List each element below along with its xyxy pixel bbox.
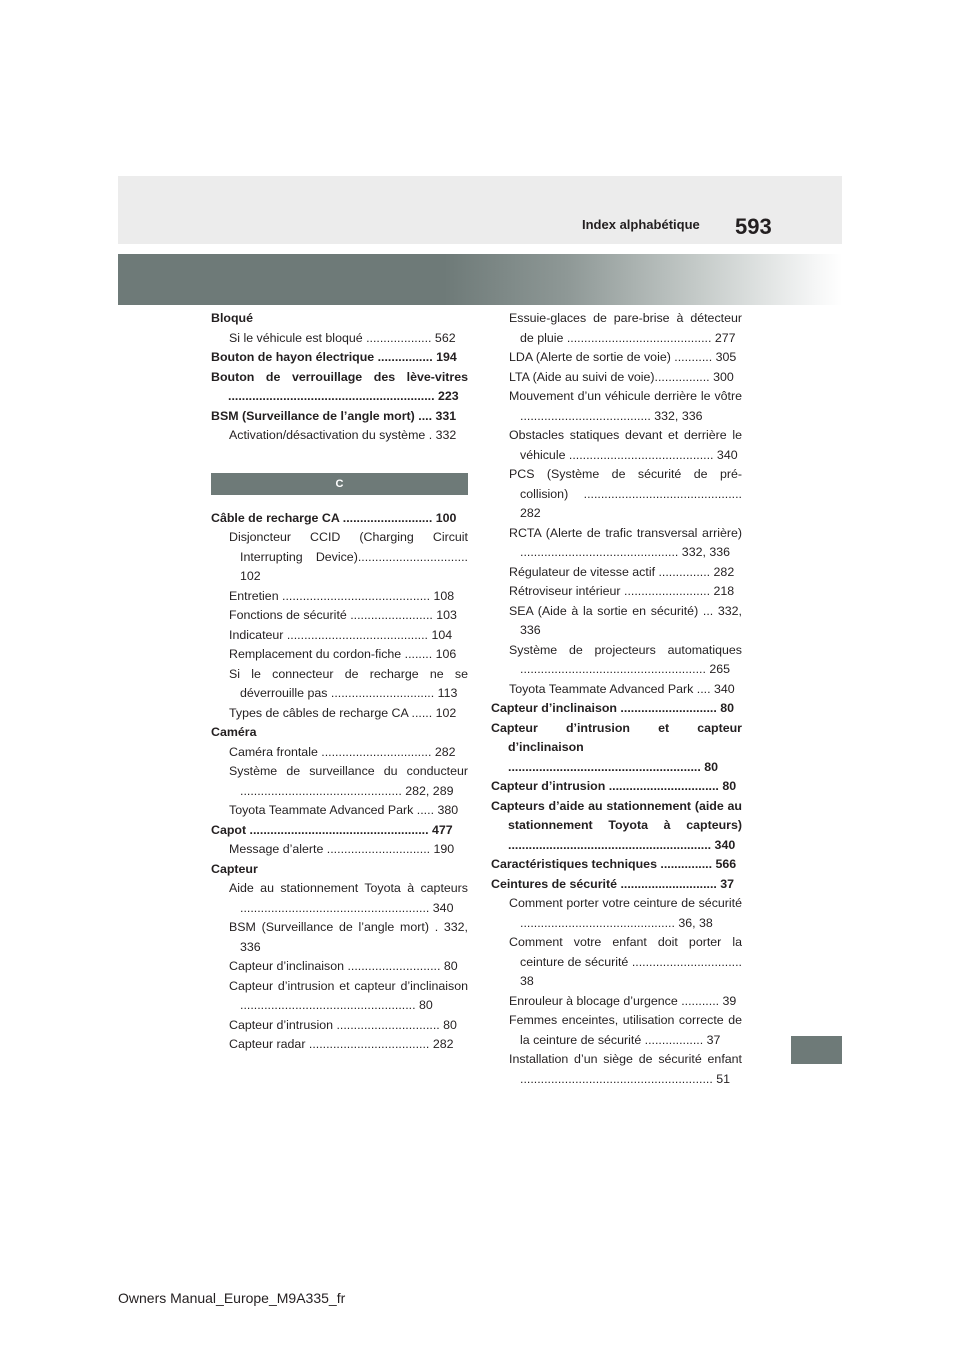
index-entry: Bouton de hayon électrique ................ 194 (211, 350, 457, 364)
index-entry: Caméra (211, 725, 257, 739)
index-entry: Câble de recharge CA .......................... 100 (211, 510, 457, 525)
entries-after-band (211, 509, 468, 1055)
index-column-right (491, 309, 742, 1089)
entries-right (491, 309, 742, 1089)
footer-text: Owners Manual_Europe_M9A335_fr (118, 1290, 346, 1306)
index-entry: Capteurs d’aide au stationnement (aide au stationnement Toyota à capteurs) ........................................................... 340 (491, 798, 742, 852)
header-gradient-bar (118, 254, 842, 305)
index-subentry: Capteur radar ................................... 282 (229, 1037, 454, 1051)
index-subentry: Types de câbles de recharge CA ...... 102 (229, 705, 457, 720)
index-subentry: Toyota Teammate Advanced Park ..... 380 (229, 803, 459, 817)
index-subentry: Aide au stationnement Toyota à capteurs ....................................................... 340 (229, 881, 468, 915)
index-subentry: Obstacles statiques devant et derrière le véhicule .......................................... 340 (509, 428, 742, 462)
index-subentry: Entretien ........................................... 108 (229, 588, 455, 603)
index-subentry: Installation d’un siège de sécurité enfant ........................................................ 51 (509, 1052, 742, 1086)
index-subentry: Disjoncteur CCID (Charging Circuit Interrupting Device)................................ 102 (229, 530, 468, 583)
index-entry: BSM (Surveillance de l’angle mort) .... 331 (211, 408, 457, 423)
index-subentry: Indicateur ......................................... 104 (229, 627, 453, 642)
index-subentry: Régulateur de vitesse actif ............... 282 (509, 564, 735, 579)
header-band (118, 176, 842, 244)
index-subentry: Enrouleur à blocage d’urgence ........... 39 (509, 993, 737, 1008)
index-subentry: Rétroviseur intérieur ......................... 218 (509, 584, 735, 598)
side-thumb-tab (791, 1036, 842, 1064)
index-subentry: LTA (Aide au suivi de voie)................ 300 (509, 369, 734, 384)
index-subentry: Capteur d’intrusion et capteur d’inclinaison ................................................... 80 (229, 978, 468, 1012)
section-title: Index alphabétique (582, 217, 700, 232)
index-subentry: Comment porter votre ceinture de sécurité ............................................. 36, 38 (509, 896, 742, 930)
index-subentry: Essuie-glaces de pare-brise à détecteur de pluie .......................................... 277 (509, 311, 742, 345)
index-subentry: LDA (Alerte de sortie de voie) ........... 305 (509, 350, 737, 364)
index-entry: Capot .................................................... 477 (211, 822, 453, 837)
index-subentry: Remplacement du cordon-fiche ........ 106 (229, 647, 457, 661)
index-subentry: Comment votre enfant doit porter la ceinture de sécurité ................................ 38 (509, 935, 742, 988)
index-subentry: Femmes enceintes, utilisation correcte de la ceinture de sécurité ................. 37 (509, 1013, 742, 1047)
index-entry: Capteur (211, 861, 258, 876)
index-subentry: Capteur d’inclinaison ........................... 80 (229, 959, 458, 973)
index-entry: Capteur d’inclinaison ............................ 80 (491, 701, 735, 715)
index-subentry: Toyota Teammate Advanced Park .... 340 (509, 681, 735, 696)
index-subentry: Fonctions de sécurité ........................ 103 (229, 608, 457, 622)
index-subentry: PCS (Système de sécurité de pré-collision) .............................................. 282 (509, 467, 742, 520)
index-subentry: BSM (Surveillance de l’angle mort) . 332, 336 (229, 920, 468, 954)
index-subentry: Système de projecteurs automatiques ...................................................... 265 (509, 642, 742, 676)
index-entry: Ceintures de sécurité ............................ 37 (491, 876, 735, 891)
index-subentry: RCTA (Alerte de trafic transversal arrière) .............................................. 332, 336 (509, 525, 742, 559)
index-column-left (211, 309, 468, 1055)
page-number: 593 (735, 214, 772, 239)
index-subentry: Si le véhicule est bloqué ................... 562 (229, 330, 456, 345)
entries-before-band (211, 309, 468, 446)
index-subentry: Système de surveillance du conducteur ............................................... 282, 289 (229, 764, 468, 798)
index-entry: Bouton de verrouillage des lève-vitres ............................................................ 223 (211, 369, 468, 403)
index-subentry: Si le connecteur de recharge ne se déverrouille pas .............................. 113 (229, 666, 468, 700)
index-subentry: Message d’alerte .............................. 190 (229, 842, 455, 856)
index-subentry: Activation/désactivation du système . 332 (229, 428, 457, 442)
index-subentry: Mouvement d’un véhicule derrière le vôtre ...................................... 332, 336 (509, 389, 742, 423)
index-subentry: SEA (Aide à la sortie en sécurité) ... 332, 336 (509, 603, 742, 637)
index-subentry: Caméra frontale ................................ 282 (229, 744, 456, 759)
index-entry: Caractéristiques techniques ............... 566 (491, 857, 737, 871)
index-entry: Capteur d’intrusion et capteur d’inclinaison ........................................................ 80 (491, 720, 742, 774)
index-entry: Capteur d’intrusion ................................ 80 (491, 779, 737, 793)
letter-divider: C (211, 473, 468, 495)
index-subentry: Capteur d’intrusion .............................. 80 (229, 1017, 457, 1032)
index-entry: Bloqué (211, 311, 253, 325)
